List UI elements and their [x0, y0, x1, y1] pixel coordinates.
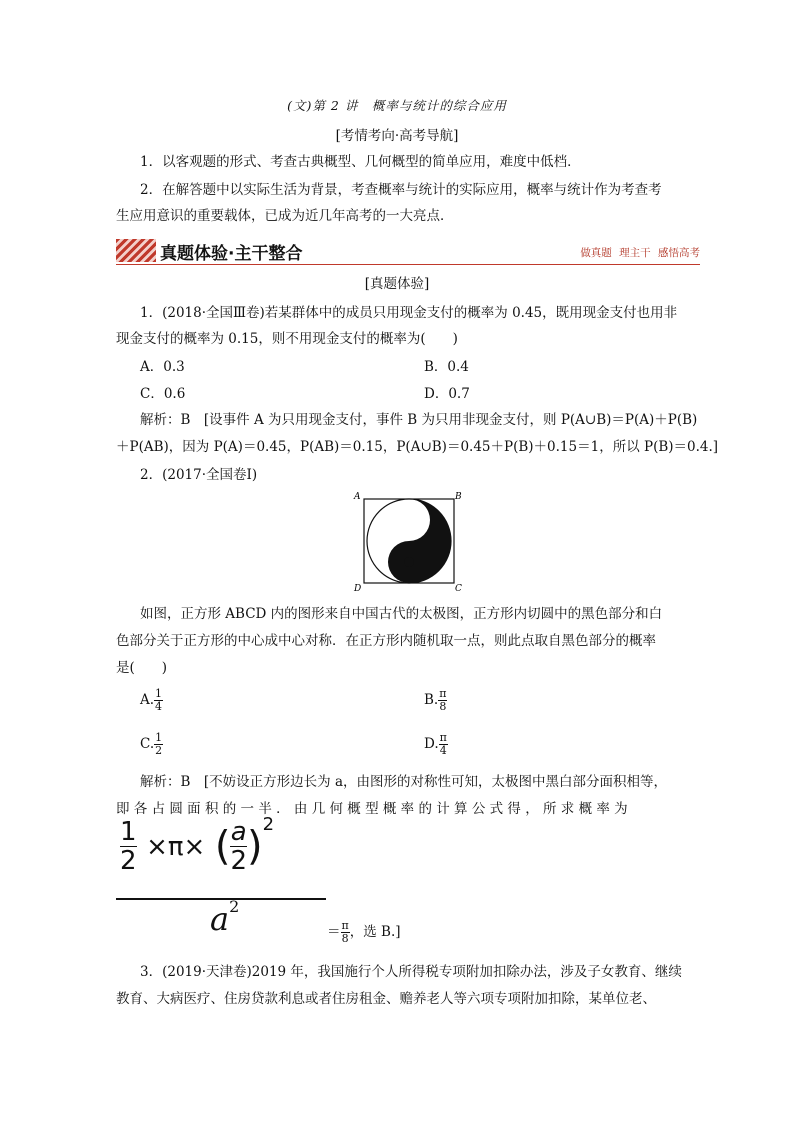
q2-stem-line1: 2．(2017·全国卷Ⅰ): [140, 467, 258, 483]
q2-option-d: D. $\frac{\pi}{4}$: [424, 731, 447, 757]
q1-option-d: D．0.7: [424, 386, 470, 402]
q3-stem-line1: 3．(2019·天津卷)2019 年，我国施行个人所得税专项附加扣除办法，涉及子女教育、继续: [140, 964, 682, 980]
taiji-white-dot: [404, 515, 414, 525]
banner-accent-stripes: [116, 239, 156, 262]
q1-stem-line1: 1．(2018·全国Ⅲ卷)若某群体中的成员只用现金支付的概率为 0.45，既用现金支付也用非: [140, 305, 678, 321]
banner-underline: [116, 264, 700, 266]
q2-option-c: C. $\frac{1}{2}$: [140, 731, 163, 757]
q2-text-line3: 是( ): [116, 660, 168, 676]
banner-title: 真题体验·主干整合: [160, 244, 303, 264]
formula-result: ＝ $\frac{\pi}{8}$ ，选 B.]: [327, 919, 401, 945]
section-banner: [116, 239, 700, 265]
intro-point-1: 1．以客观题的形式、考查古典概型、几何概型的简单应用，难度中低档．: [140, 154, 581, 170]
q2-solution-line1: 解析：B [不妨设正方形边长为 a，由图形的对称性可知，太极图中黑白部分面积相等，: [140, 774, 668, 790]
q1-solution-line1: 解析：B [设事件 A 为只用现金支付，事件 B 为只用非现金支付，则 P(A∪B)＝P(A)＋P(B): [140, 412, 698, 428]
q2-text-line1: 如图，正方形 ABCD 内的图形来自中国古代的太极图，正方形内切圆中的黑色部分和白: [140, 606, 663, 622]
label-a: A: [354, 492, 361, 502]
q3-stem-line2: 教育、大病医疗、住房贷款利息或者住房租金、赡养老人等六项专项附加扣除，某单位老、: [116, 991, 656, 1007]
q1-option-b: B．0.4: [424, 359, 469, 375]
q2-text-line2: 色部分关于正方形的中心成中心对称．在正方形内随机取一点，则此点取自黑色部分的概率: [116, 633, 656, 649]
taiji-figure: [350, 490, 470, 592]
q1-option-c: C．0.6: [140, 386, 186, 402]
q1-solution-line2: ＋P(AB)，因为 P(A)＝0.45，P(AB)＝0.15，P(A∪B)＝0.45＋P(B)＋0.15＝1，所以 P(B)＝0.4.]: [116, 439, 719, 455]
label-d: D: [354, 584, 362, 592]
intro-point-2b: 生应用意识的重要载体，已成为近几年高考的一大亮点．: [116, 208, 454, 224]
q2-option-a: A. $\frac{1}{4}$: [140, 687, 163, 713]
page-title: (文)第 2 讲 概率与统计的综合应用: [287, 98, 507, 113]
q2-option-b: B. $\frac{\pi}{8}$: [424, 687, 447, 713]
label-c: C: [455, 584, 462, 592]
q2-solution-line2: 即 各 占 圆 面 积 的 一 半 ． 由 几 何 概 型 概 率 的 计 算 公 式 得 ， 所 求 概 率 为: [116, 801, 628, 817]
label-b: B: [455, 492, 462, 502]
q1-option-a: A．0.3: [140, 359, 185, 375]
q1-stem-line2: 现金支付的概率为 0.15，则不用现金支付的概率为( ): [116, 331, 458, 347]
banner-slogan: 做真题 理主干 感悟高考: [580, 247, 700, 259]
section-tag: [考情考向·高考导航]: [335, 128, 459, 144]
intro-point-2a: 2．在解答题中以实际生活为背景，考查概率与统计的实际应用，概率与统计作为考查考: [140, 182, 662, 198]
formula-denominator: $a^2$: [210, 897, 240, 938]
subsection-title: [真题体验]: [364, 276, 430, 292]
taiji-black-dot: [404, 557, 414, 567]
formula-numerator: $\frac{1}{2}$ ×π× ( $\frac{a}{2}$ )$^2$: [120, 814, 275, 876]
